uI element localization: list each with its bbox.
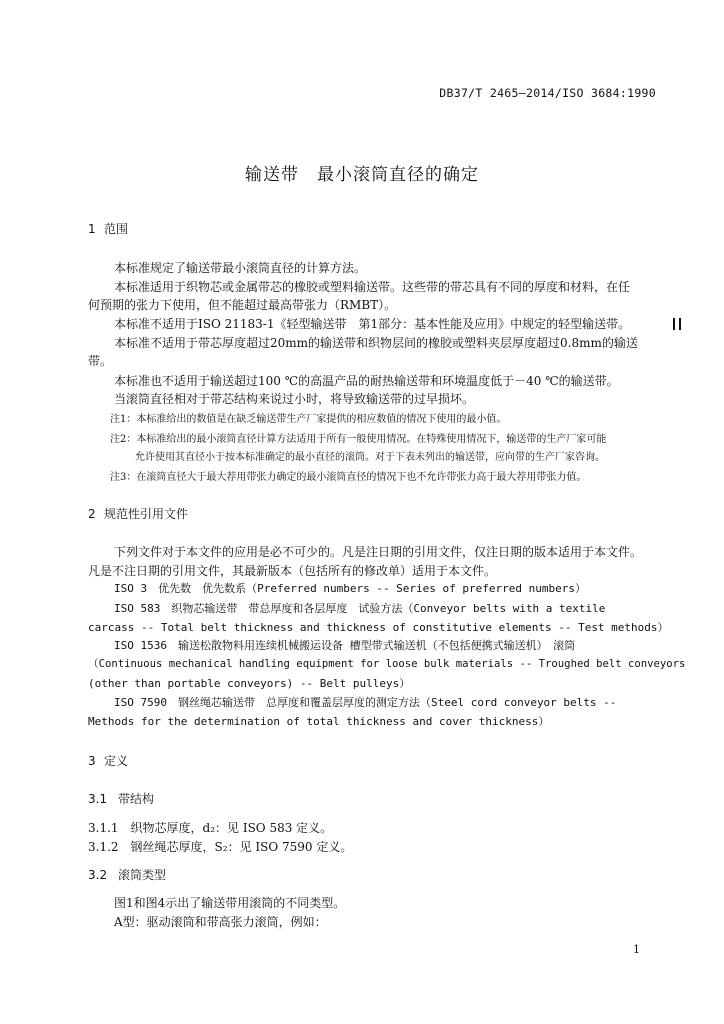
paragraph-line: 下列文件对于本文件的应用是必不可少的。凡是注日期的引用文件，仅注日期的版本适用于本文件。 — [114, 545, 643, 559]
paragraph-line: 图1和图4示出了输送带用滚筒的不同类型。 — [114, 896, 346, 910]
definition-item: 3.1.2 钢丝绳芯厚度，S₂：见 ISO 7590 定义。 — [88, 840, 353, 854]
subsection-number: 3.2 — [88, 868, 108, 882]
definition-item: 3.1.1 织物芯厚度，d₂：见 ISO 583 定义。 — [88, 821, 333, 835]
reference-line: Methods for the determination of total thickness and cover thickness） — [88, 715, 550, 728]
page-title: 输送带 最小滚筒直径的确定 — [245, 165, 479, 185]
subsection-number: 3.1 — [88, 792, 108, 806]
paragraph-line: 本标准不适用于带芯厚度超过20mm的输送带和织物层间的橡胶或塑料夹层厚度超过0.8mm的输送 — [114, 336, 638, 350]
paragraph-line: A型：驱动滚筒和带高张力滚筒，例如： — [114, 915, 327, 929]
section-title: 定义 — [104, 754, 129, 768]
section-1-heading — [88, 220, 128, 237]
paragraph-line: 本标准不适用于ISO 21183-1《轻型输送带 第1部分：基本性能及应用》中规定的轻型输送带。 — [114, 317, 631, 331]
section-title: 范围 — [104, 222, 129, 236]
section-title: 规范性引用文件 — [104, 507, 189, 521]
paragraph-line: 当滚筒直径相对于带芯结构来说过小时，将导致输送带的过早损坏。 — [114, 392, 475, 406]
reference-line: carcass -- Total belt thickness and thickness of constitutive elements -- Test methods） — [88, 621, 669, 634]
paragraph-line: 本标准规定了输送带最小滚筒直径的计算方法。 — [114, 261, 367, 275]
paragraph-line: 本标准适用于织物芯或金属带芯的橡胶或塑料输送带。这些带的带芯具有不同的厚度和材料，在任 — [114, 280, 631, 294]
subsection-title: 滚筒类型 — [118, 868, 167, 882]
reference-line: ISO 583 织物芯输送带 带总厚度和各层厚度 试验方法（Conveyor belts with a textile — [114, 602, 606, 615]
note: 注3：在滚筒直径大于最大荐用带张力确定的最小滚筒直径的情况下也不允许带张力高于最大荐用带张力值。 — [110, 472, 587, 483]
reference-line: （Continuous mechanical handling equipment for loose bulk materials -- Troughed belt conveyors — [88, 658, 686, 670]
paragraph-line: 何预期的张力下使用，但不能超过最高带张力（RMBT）。 — [88, 298, 397, 312]
section-number: 3 — [88, 754, 96, 768]
paragraph-line: 带。 — [88, 354, 113, 368]
subsection-title: 带结构 — [118, 792, 155, 806]
section-2-heading — [88, 505, 188, 522]
note: 注1：本标准给出的数值是在缺乏输送带生产厂家提供的相应数值的情况下使用的最小值。 — [110, 414, 507, 425]
page-number: 1 — [633, 943, 640, 956]
reference-line: ISO 7590 钢丝绳芯输送带 总厚度和覆盖层厚度的测定方法（Steel cord conveyor belts -- — [114, 696, 617, 709]
subsection-3-1-heading — [88, 790, 154, 807]
reference-line: (other than portable conveyors) -- Belt pulleys） — [88, 677, 411, 690]
section-number: 1 — [88, 222, 96, 236]
standard-number: DB37/T 2465—2014/ISO 3684:1990 — [439, 86, 656, 100]
section-number: 2 — [88, 507, 96, 521]
note-continuation: 允许使用其直径小于按本标准确定的最小直径的滚筒。对于下表未列出的输送带，应向带的生产厂家咨询。 — [135, 452, 605, 463]
paragraph-line: 本标准也不适用于输送超过100 ℃的高温产品的耐热输送带和环境温度低于－40 ℃的输送带。 — [114, 374, 619, 388]
note: 注2：本标准给出的最小滚筒直径计算方法适用于所有一般使用情况。在特殊使用情况下，输送带的生产厂家可能 — [110, 434, 607, 445]
subsection-3-2-heading — [88, 866, 166, 883]
paragraph-line: 凡是不注日期的引用文件，其最新版本（包括所有的修改单）适用于本文件。 — [88, 564, 497, 578]
revision-bar — [679, 318, 681, 330]
revision-bar — [673, 318, 675, 330]
reference-line: ISO 1536 输送松散物料用连续机械搬运设备 槽型带式输送机（不包括便携式输送机） 滚筒 — [114, 639, 576, 652]
reference-line: ISO 3 优先数 优先数系（Preferred numbers -- Series of preferred numbers） — [114, 582, 586, 595]
section-3-heading — [88, 752, 128, 769]
